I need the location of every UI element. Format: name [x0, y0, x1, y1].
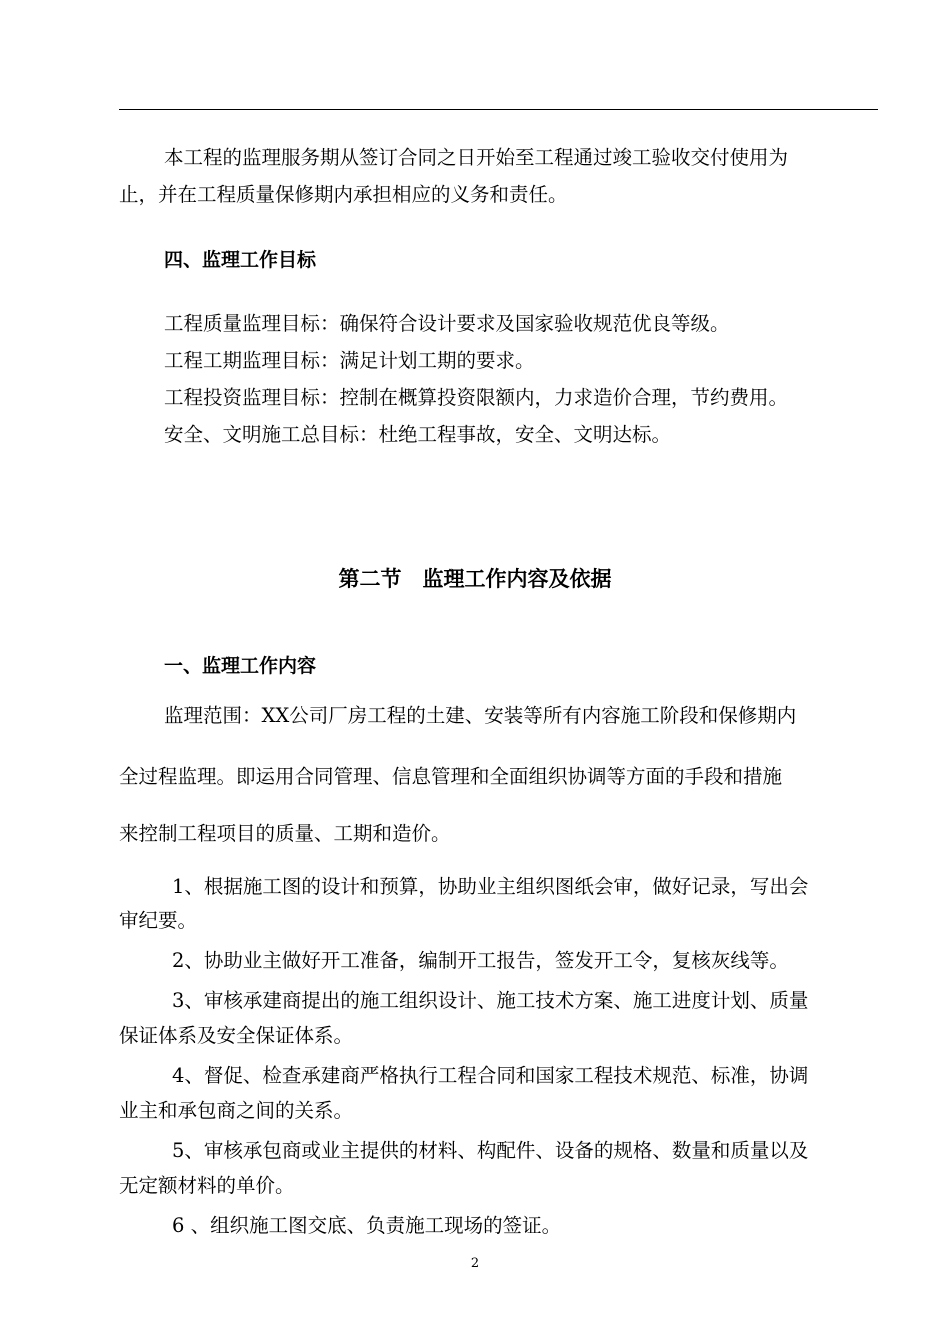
item-3-line-1: 3、审核承建商提出的施工组织设计、施工技术方案、施工进度计划、质量: [172, 989, 809, 1012]
scope-line-3: 来控制工程项目的质量、工期和造价。: [119, 822, 451, 845]
page-number: 2: [470, 1256, 480, 1271]
goal-quality: 工程质量监理目标：确保符合设计要求及国家验收规范优良等级。: [164, 312, 730, 335]
item-3-line-2: 保证体系及安全保证体系。: [119, 1024, 354, 1047]
item-5-line-2: 无定额材料的单价。: [119, 1174, 295, 1197]
goal-investment: 工程投资监理目标：控制在概算投资限额内，力求造价合理，节约费用。: [164, 386, 789, 409]
scope-line-2: 全过程监理。即运用合同管理、信息管理和全面组织协调等方面的手段和措施: [119, 765, 783, 788]
item-2-line-1: 2、协助业主做好开工准备，编制开工报告，签发开工令，复核灰线等。: [172, 949, 789, 972]
header-rule: [119, 109, 878, 110]
goal-schedule: 工程工期监理目标：满足计划工期的要求。: [164, 349, 535, 372]
item-4-line-2: 业主和承包商之间的关系。: [119, 1099, 354, 1122]
heading-work-content: 一、监理工作内容: [164, 655, 317, 677]
section-title: 第二节 监理工作内容及依据: [338, 567, 612, 591]
scope-line-1: 监理范围：XX公司厂房工程的土建、安装等所有内容施工阶段和保修期内: [164, 704, 797, 727]
goal-safety: 安全、文明施工总目标：杜绝工程事故，安全、文明达标。: [164, 423, 672, 446]
item-1-line-1: 1、根据施工图的设计和预算，协助业主组织图纸会审，做好记录，写出会: [172, 875, 809, 898]
service-period-line-2: 止，并在工程质量保修期内承担相应的义务和责任。: [119, 183, 568, 206]
heading-supervision-goals: 四、监理工作目标: [164, 249, 317, 271]
item-4-line-1: 4、督促、检查承建商严格执行工程合同和国家工程技术规范、标准，协调: [172, 1064, 809, 1087]
item-6-line-1: 6 、组织施工图交底、负责施工现场的签证。: [172, 1214, 562, 1237]
service-period-line-1: 本工程的监理服务期从签订合同之日开始至工程通过竣工验收交付使用为: [164, 146, 789, 169]
item-5-line-1: 5、审核承包商或业主提供的材料、构配件、设备的规格、数量和质量以及: [172, 1139, 809, 1162]
item-1-line-2: 审纪要。: [119, 909, 198, 932]
